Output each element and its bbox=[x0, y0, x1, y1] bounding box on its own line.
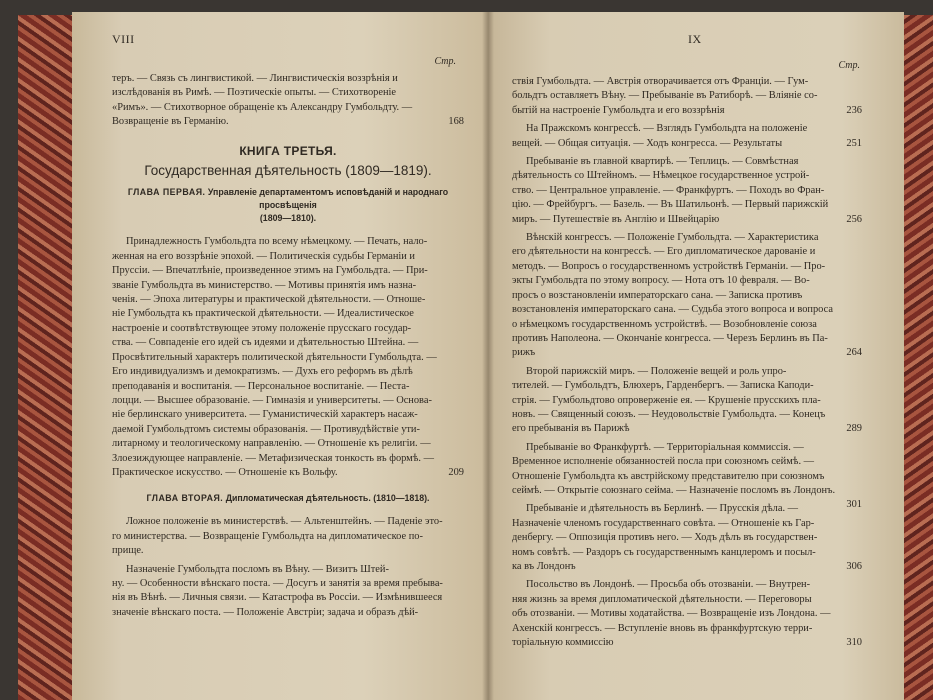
toc-line: прище. bbox=[112, 545, 144, 557]
toc-page-number: 236 bbox=[846, 104, 862, 116]
chapter-title: Управленіе департаментомъ исповѣданій и народнаго просвѣщенія bbox=[207, 187, 449, 211]
toc-line: торіальную коммиссію bbox=[512, 637, 614, 649]
toc-line: Пребываніе во Франкфуртѣ. — Территоріальная коммиссія. — bbox=[526, 441, 804, 453]
toc-line: На Пражскомъ конгрессѣ. — Взглядъ Гумбольдта на положеніе bbox=[526, 123, 808, 135]
toc-line: ніе Гумбольдта къ практической дѣятельности. — Идеалистическое bbox=[112, 308, 414, 320]
toc-entry bbox=[512, 231, 862, 361]
toc-line: ствія Гумбольдта. — Австрія отворачивается отъ Франціи. — Гум- bbox=[512, 76, 809, 87]
toc-line: Возвращеніе въ Германію. bbox=[112, 116, 229, 128]
toc-line: Второй парижскій миръ. — Положеніе вещей и роль упро- bbox=[526, 365, 787, 377]
toc-entry bbox=[512, 122, 862, 151]
toc-line: дѣятельность со Штейномъ. — Нѣмецкое государственное устрой- bbox=[512, 170, 810, 182]
right-page bbox=[488, 12, 904, 700]
toc-line: ка въ Лондонъ bbox=[512, 561, 576, 572]
toc-line: ну. — Особенности вѣнскаго поста. — Досугъ и занятія за время пребыва- bbox=[112, 577, 443, 589]
toc-line: просъ о возстановленіи императорскаго сана. — Записка противъ bbox=[512, 289, 803, 301]
toc-line: о нѣмецкомъ государственномъ устройствѣ. — Возобновленіе союза bbox=[512, 318, 817, 330]
toc-page-number: 306 bbox=[846, 561, 862, 572]
toc-line: Ложное положеніе въ министерствѣ. — Альтенштейнъ. — Паденіе это- bbox=[126, 516, 443, 528]
toc-entry bbox=[512, 502, 862, 574]
toc-line: званіе Гумбольдта въ министерство. — Мотивы принятія имъ назна- bbox=[112, 279, 417, 291]
toc-line: Пруссіи. — Впечатлѣніе, произведенное этимъ на Гумбольдта. — При- bbox=[112, 265, 428, 277]
toc-line: новъ. — Священный союзъ. — Неудовольствіе Гумбольдта. — Конецъ bbox=[512, 408, 826, 420]
book-title: КНИГА ТРЕТЬЯ. bbox=[239, 143, 337, 158]
chapter-label: ГЛАВА ВТОРАЯ. bbox=[146, 493, 224, 504]
page-column-label: Стр. bbox=[434, 56, 456, 67]
toc-line: Практическое искусство. — Отношеніе къ Вольфу. bbox=[112, 466, 338, 478]
toc-line: объ отозваніи. — Мотивы ходатайства. — Возвращеніе изъ Лондона. — bbox=[512, 608, 831, 620]
toc-page-number: 209 bbox=[448, 466, 464, 478]
right-content bbox=[512, 75, 862, 654]
toc-entry bbox=[512, 365, 862, 437]
toc-page-number: 301 bbox=[846, 499, 862, 511]
chapter-years: (1809—1810). bbox=[259, 213, 317, 224]
toc-line: Ахенскій конгрессъ. — Вступленіе вновь въ франкфуртскую терри- bbox=[512, 622, 813, 634]
toc-line: преподаванія и воспитанія. — Персональное воспитаніе. — Песта- bbox=[112, 380, 410, 392]
toc-line: противъ Наполеона. — Окончаніе конгресса. — Черезъ Берлинъ въ Па- bbox=[512, 332, 828, 344]
toc-entry bbox=[512, 155, 862, 227]
toc-line: литарному и теологическому направленію. — Отношеніе къ религіи. — bbox=[112, 438, 431, 450]
left-content bbox=[112, 72, 464, 624]
toc-line: ченія. — Эпоха литературы и практической дѣятельности. — Отноше- bbox=[112, 294, 426, 306]
toc-line: няя жизнь за время дипломатической дѣятельности. — Переговоры bbox=[512, 593, 812, 605]
toc-line: настроеніе и соотвѣтствующее этому положеніе прусскаго государ- bbox=[112, 322, 412, 334]
toc-line: цію. — Фрейбургъ. — Базель. — Въ Шатильонѣ. — Первый парижскій bbox=[512, 199, 829, 211]
toc-page-number: 310 bbox=[846, 637, 862, 649]
toc-line: даемой Гумбольдтомъ системы образованія. — Противудѣйствіе ути- bbox=[112, 423, 420, 435]
chapter-label: ГЛАВА ПЕРВАЯ. bbox=[127, 187, 206, 198]
toc-entry bbox=[112, 563, 464, 621]
toc-entry bbox=[112, 235, 464, 480]
toc-line: го министерства. — Возвращеніе Гумбольдта на дипломатическое по- bbox=[112, 530, 423, 542]
toc-line: стрія. — Гумбольдтово опроверженіе ея. — Крушеніе прусскихъ пла- bbox=[512, 394, 821, 406]
toc-line: больдтъ оставляетъ Вѣну. — Пребываніе въ Ратиборѣ. — Вліяніе со- bbox=[512, 90, 818, 102]
toc-line: рижъ bbox=[512, 347, 536, 359]
toc-line: его дѣятельности на конгрессѣ. — Его дипломатическое дарованіе и bbox=[512, 246, 816, 258]
chapter-years: (1810—1818). bbox=[373, 493, 430, 504]
toc-line: лоцци. — Высшее образованіе. — Гимназія и университеты. — Основа- bbox=[112, 394, 432, 406]
toc-line: вещей. — Общая ситуація. — Ходъ конгресса. — Результаты bbox=[512, 137, 783, 149]
toc-line: Пребываніе и дѣятельность въ Берлинѣ. — Прусскія дѣла. — bbox=[526, 503, 799, 515]
book-subtitle: Государственная дѣятельность (1809—1819). bbox=[144, 163, 432, 179]
toc-line: Злоезиждующее направленіе. — Метафизическая тонкость въ формѣ. — bbox=[112, 452, 434, 464]
toc-line: Его индивидуализмъ и демократизмъ. — Духъ его реформъ въ дѣлѣ bbox=[112, 366, 413, 378]
toc-page-number: 264 bbox=[846, 347, 862, 359]
toc-line: экты Гумбольдта по этому вопросу. — Нота отъ 10 февраля. — Во- bbox=[512, 275, 810, 287]
toc-line: Отношеніе Гумбольдта къ австрійскому представителю при союзномъ bbox=[512, 470, 825, 482]
toc-line: Назначеніе Гумбольдта посломъ въ Вѣну. — Визитъ Штей- bbox=[126, 563, 389, 575]
book-cover-right bbox=[900, 15, 933, 700]
chapter-title: Дипломатическая дѣятельность. bbox=[225, 493, 371, 504]
toc-page-number: 168 bbox=[448, 116, 464, 128]
toc-line: Принадлежность Гумбольдта по всему нѣмецкому. — Печать, нало- bbox=[126, 236, 428, 248]
page-number: VIII bbox=[112, 32, 135, 46]
left-page bbox=[72, 12, 488, 700]
toc-line: значеніе вѣнскаго поста. — Положеніе Австріи; задача и образъ дѣй- bbox=[112, 606, 419, 618]
toc-line: теръ. — Связь съ лингвистикой. — Лингвистическія воззрѣнія и bbox=[112, 73, 398, 84]
toc-line: сеймѣ. — Открытіе союзнаго сейма. — Назначеніе посломъ въ Лондонъ. bbox=[512, 484, 836, 496]
toc-line: номъ совѣтѣ. — Раздоръ съ государственнымъ канцлеромъ и посыл- bbox=[512, 546, 816, 558]
toc-line: бытій на настроеніе Гумбольдта и его воззрѣнія bbox=[512, 104, 725, 116]
toc-line: «Римъ». — Стихотворное обращеніе къ Александру Гумбольдту. — bbox=[112, 101, 413, 113]
toc-line: изслѣдованія въ Римѣ. — Поэтическіе опыты. — Стихотвореніе bbox=[112, 87, 397, 99]
toc-line: нія въ Вѣнѣ. — Личныя связи. — Катастрофа въ Россіи. — Измѣнившееся bbox=[112, 592, 443, 604]
toc-entry bbox=[512, 578, 862, 650]
toc-page-number: 251 bbox=[846, 137, 862, 149]
toc-line: ніе берлинскаго университета. — Гуманистическій характеръ насаж- bbox=[112, 409, 418, 421]
toc-entry bbox=[512, 75, 862, 118]
toc-line: Просвѣтительный характеръ политической дѣятельности Гумбольдта. — bbox=[112, 351, 437, 363]
toc-entry bbox=[112, 72, 464, 130]
page-column-label: Стр. bbox=[838, 60, 860, 71]
toc-line: женная на его воззрѣніе эпохой. — Политическія судьбы Германіи и bbox=[112, 250, 415, 262]
toc-line: методъ. — Вопросъ о государственномъ устройствѣ Германіи. — Про- bbox=[512, 260, 826, 272]
toc-page-number: 256 bbox=[846, 213, 862, 225]
page-number: IX bbox=[688, 32, 702, 46]
book-gutter bbox=[482, 12, 494, 700]
toc-line: Вѣнскій конгрессъ. — Положеніе Гумбольдта. — Характеристика bbox=[526, 232, 819, 244]
toc-line: Назначеніе членомъ государственнаго совѣта. — Отношеніе къ Гар- bbox=[512, 517, 815, 529]
toc-line: Временное исполненіе обязанностей посла при союзномъ сеймѣ. — bbox=[512, 456, 815, 468]
toc-line: Пребываніе въ главной квартирѣ. — Теплицъ. — Совмѣстная bbox=[526, 156, 799, 168]
toc-line: ство. — Центральное управленіе. — Франкфуртъ. — Походъ во Фран- bbox=[512, 184, 825, 196]
toc-entry bbox=[112, 515, 464, 558]
toc-line: денбергу. — Оппозиція противъ него. — Ходъ дѣлъ въ государствен- bbox=[512, 532, 818, 544]
toc-line: миръ. — Путешествіе въ Англію и Швейцарію bbox=[512, 213, 720, 225]
toc-line: ства. — Совпаденіе его идей съ идеями и дѣятельностью Штейна. — bbox=[112, 337, 419, 349]
toc-line: его пребыванія въ Парижѣ bbox=[512, 423, 630, 435]
toc-line: возстановленія императорскаго сана. — Судьба этого вопроса и вопроса bbox=[512, 304, 833, 316]
toc-line: тителей. — Гумбольдтъ, Блюхеръ, Гарденбергъ. — Записка Каподи- bbox=[512, 380, 814, 392]
toc-page-number: 289 bbox=[846, 423, 862, 435]
toc-line: Посольство въ Лондонѣ. — Просьба объ отозваніи. — Внутрен- bbox=[526, 579, 811, 591]
chapter-heading bbox=[112, 492, 464, 505]
chapter-heading bbox=[112, 186, 464, 225]
